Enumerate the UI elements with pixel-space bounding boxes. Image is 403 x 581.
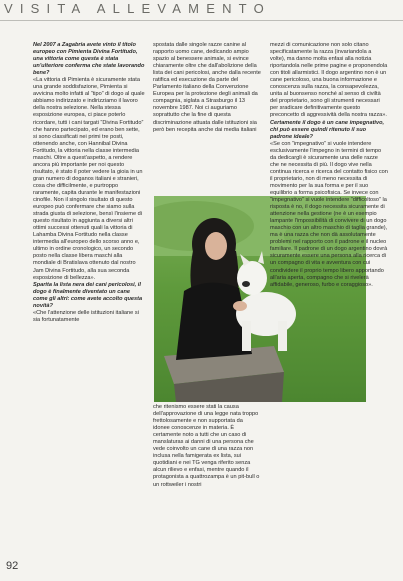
interview-answer: «La vittoria di Pimienta è sicuramente stata una grande soddisfazione, Pimienta si avvicina molto infatti al “tipo” di dogo al quale abbiamo indirizzato e indirizziamo il lavoro della nostra selezione. Nella stessa esposizione europea, ci piace poterlo ricordare, tutti i cani targati “Divina Fortitudo” che hanno partecipato, ed erano ben sette, si sono classificati nei primi tre posti, ottenendo anche, con Hannibal Divina Fortitudo, la vittoria nella classe intermedia maschi. Oltre a quest'aspetto, a rendere ancora più importante per noi questo risultato, è stato il poter vedere la gioia in un gran numero di doganos italiani e stranieri, cosa che difficilmente, e purtroppo raramente, capita durante le manifestazioni cinofile. Non il singolo risultato di questo europeo può confermare che siamo sulla strada giusta di selezione, bensì l'insieme di questo risultato in aggiunta a diversi altri ottimi successi ottenuti quali la vittoria di Lahamba Divina Fortitudo nella classe intermedia all'europeo dello scorso anno e, ultimo in ordine cronologico, un secondo posto nella classe libera maschi alla mondiale di Bratislava ottenuto dal nostro Jam Divina Fortitudo, alla sua seconda esposizione di bellezza».: [33, 77, 145, 281]
section-title: VISITA ALLEVAMENTO: [4, 1, 271, 16]
interview-answer: che ritenismo essere stati la causa dell'approvazione di una legge nata troppo frettolosamente e non supportata da idonee conoscenze in materia. È certamente noto a tutti che un caso di manslaturas ai danni di una persona che vede coinvolto un cane di una razza non inclusa nella famigerata ex lista, sui quotidiani e nei TG venga riferito senza alcun rilievo e enfasi, mentre quando il protagonista a quattrozampa è un pit-bull o un rottweiler i nostri: [153, 404, 260, 488]
page-number: 92: [6, 560, 19, 572]
column-2-bottom: [153, 404, 261, 564]
column-1: [33, 42, 145, 562]
interview-question: Certamente il dogo è un cane impegnativo, chi può essere quindi ritenuto il suo padrone ideale?: [270, 119, 385, 140]
page-header: [0, 0, 403, 21]
interview-answer: spostata dalle singole razze canine al rapporto uomo cane, dedicando ampio spazio al benessere animale, si evince chiaramente oltre che dall'abolizione della lista dei cani pericolosi, anche dalla recente ratifica ed esecuzione da parte del Parlamento italiano della Convenzione Europea per la protezione degli animali da compagnia, siglata a Strasburgo il 13 novembre 1987. Noi ci auguriamo soprattutto che la fine di questa discriminazione attuata dalle istituzioni sia però ben recepita anche dai media italiani: [153, 42, 261, 133]
column-3: [270, 42, 388, 562]
interview-answer: «Che l'attenzione delle istituzioni italiane si sia fortunatamente: [33, 309, 139, 323]
interview-answer: mezzi di comunicazione non solo citano specificatamente la razza (invariandola a volte), ma danno molta enfasi alla notizia riportandola nelle prime pagine e proponendola con titoli allarmistici. Il dogo argentino non è un cane pericoloso, una buona informazione e conoscenza sulla razza, la consapevolezza, unita al buonsenso nonché al senso di civiltà del proprietario, sono gli strumenti necessari per sradicare definitivamente questo preconcetto di aggressività della nostra razza».: [270, 42, 388, 119]
interview-question: Nel 2007 a Zagabria avete vinto il titolo europeo con Pimienta Divina Fortitudo, una vittoria come questa è stata un'ulteriore conferma che state lavorando bene?: [33, 42, 145, 77]
interview-question: Sparita la lista nera dei cani pericolosi, il dogo è finalmente diventato un cane come gli altri: come avete accolto questa novità?: [33, 281, 143, 309]
interview-answer: «Se con “impegnativo” si vuole intendere esclusivamente l'impegno in termini di tempo da dedicargli è sicuramente una delle razze che ne necessita di più. Il dogo vive nella continua ricerca e ricerca del contatto fisico con il proprietario, non di meno necessita di movimento per la sua forma e per il suo equilibrio a forma psicofisica. Se invece con “impegnativo” si vuole intendere “difficoltoso” la risposta è no, il dogo necessita sicuramente di attenzione nella gestione (ne è un esempio lampante l'impossibilità di convivere di un dogo maschio con un altro maschio di taglia grande), ma è una razza che non dà assolutamente problemi nel rapporto con il padrone e il nucleo familiare. Il padrone di un dogo argentino dovrà sicuramente essere una persona alla ricerca di un compagno di vita e avventura con cui condividere il proprio tempo libero apportando all'aria aperta, compagno che si rivelerà affidabile, generoso, furbo e coraggioso».: [270, 140, 388, 288]
